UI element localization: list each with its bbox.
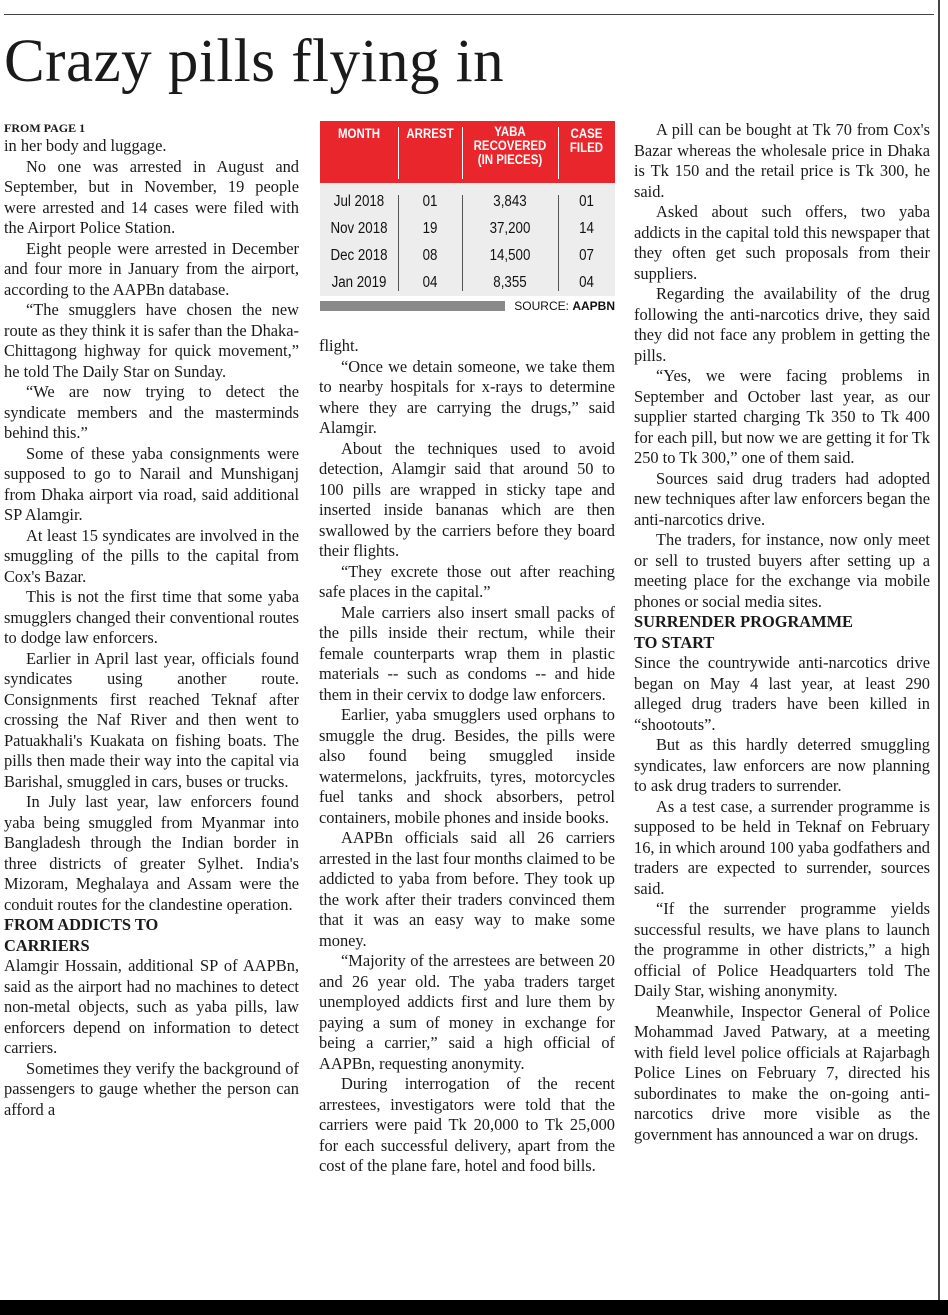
subheading-line: SURRENDER PROGRAMME	[634, 612, 853, 631]
paragraph: Sometimes they verify the background of passengers to gauge whether the person can afford a	[4, 1058, 299, 1119]
paragraph: No one was arrested in August and September, but in November, 19 people were arrested and 14 cases were filed with the Airport Police Station.	[4, 156, 299, 237]
paragraph: Alamgir Hossain, additional SP of AAPBn, said as the airport had no machines to detect non-metal objects, such as yaba pills, law enforcers depend on information to detect carriers.	[4, 956, 299, 1057]
cell-case: 01	[579, 193, 594, 210]
paragraph: Earlier, yaba smugglers used orphans to smuggle the drug. Besides, the pills were also found being smuggled inside watermelons, jackfruits, tyres, motorcycles fuel tanks and shock absorbers, petrol containers, mobile phones and inside books.	[319, 705, 615, 827]
top-rule	[4, 14, 934, 15]
table-row	[320, 243, 615, 269]
table-header	[320, 121, 615, 183]
paragraph: “Majority of the arrestees are between 20 and 26 year old. The yaba traders target unemployed addicts first and lure them by paying a sum of money in exchange for being a carrier,” said a high official of AAPBn, requesting anonymity.	[319, 951, 615, 1073]
cell-month: Nov 2018	[330, 220, 388, 237]
header-line: CASE	[570, 126, 603, 141]
headline: Crazy pills flying in	[4, 28, 505, 95]
kicker-from-page: FROM PAGE 1	[4, 121, 86, 135]
bottom-bar	[0, 1300, 948, 1315]
header-divider	[462, 127, 463, 179]
paragraph: Since the countrywide anti-narcotics drive began on May 4 last year, at least 290 alleged drug traders have been killed in “shootouts”.	[634, 653, 930, 734]
table-row	[320, 270, 615, 296]
body-divider	[462, 195, 463, 291]
cell-case: 04	[579, 274, 594, 291]
cell-month: Jul 2018	[333, 193, 385, 210]
paragraph: “Once we detain someone, we take them to nearby hospitals for x-rays to determine where they are carrying the drugs,” said Alamgir.	[319, 356, 615, 437]
paragraph: Eight people were arrested in December and four more in January from the airport, according to the AAPBn database.	[4, 238, 299, 299]
column-1	[4, 120, 299, 1120]
subheading-line: CARRIERS	[4, 935, 90, 955]
paragraph: In July last year, law enforcers found yaba being smuggled from Myanmar into Bangladesh through the Indian border in three districts of greater Sylhet. India's Mizoram, Meghalaya and Assam were the conduit routes for the clandestine operation.	[4, 792, 299, 914]
cell-yaba: 14,500	[489, 247, 531, 264]
right-rule	[938, 0, 940, 1300]
paragraph: Sources said drug traders had adopted new techniques after law enforcers began the anti-narcotics drive.	[634, 468, 930, 529]
subheading-line: TO START	[634, 632, 715, 652]
paragraph: This is not the first time that some yaba smugglers changed their conventional routes to dodge law enforcers.	[4, 587, 299, 647]
header-arrest: ARREST	[406, 126, 454, 141]
paragraph: At least 15 syndicates are involved in the smuggling of the pills to the capital from Cox's Bazar.	[4, 525, 299, 586]
paragraph: About the techniques used to avoid detection, Alamgir said that around 50 to 100 pills are wrapped in sticky tape and inserted inside bananas which are then swallowed by the carriers before they board their flights.	[319, 438, 615, 560]
arrest-data-table	[320, 121, 615, 316]
column-3	[634, 120, 930, 1145]
cell-arrest: 01	[422, 193, 438, 210]
paragraph: Asked about such offers, two yaba addicts in the capital told this newspaper that they often get such proposals from their suppliers.	[634, 202, 930, 283]
cell-yaba: 8,355	[493, 274, 527, 291]
paragraph: A pill can be bought at Tk 70 from Cox's Bazar whereas the wholesale price in Dhaka is Tk 150 and the retail price is Tk 300, he said.	[634, 120, 930, 201]
paragraph: The traders, for instance, now only meet or sell to trusted buyers after setting up a meeting place for the exchange via mobile phones or social media sites.	[634, 530, 930, 611]
paragraph: AAPBn officials said all 26 carriers arrested in the last four months claimed to be addicted to yaba from before. They took up the work after their traders convinced them that it was an easy way to make some money.	[319, 828, 615, 950]
paragraph: “If the surrender programme yields successful results, we have plans to launch the programme in other districts,” a high official of Police Headquarters told The Daily Star, wishing anonymity.	[634, 899, 930, 1000]
cell-arrest: 08	[422, 247, 438, 264]
source-label: SOURCE:	[514, 299, 569, 313]
subheading-surrender	[634, 612, 930, 653]
paragraph: “We are now trying to detect the syndicate members and the masterminds behind this.”	[4, 382, 299, 442]
paragraph: During interrogation of the recent arrestees, investigators were told that the carriers were paid Tk 20,000 to Tk 25,000 for each successful delivery, apart from the cost of the plane fare, hotel and food bills.	[319, 1074, 615, 1175]
cell-case: 14	[579, 220, 594, 237]
paragraph: Regarding the availability of the drug following the anti-narcotics drive, they said they did not face any problem in getting the pills.	[634, 284, 930, 365]
header-line: FILED	[569, 140, 604, 155]
paragraph: “They excrete those out after reaching safe places in the capital.”	[319, 561, 615, 601]
header-line: RECOVERED	[473, 138, 547, 153]
cell-yaba: 37,200	[489, 220, 531, 237]
paragraph: Some of these yaba consignments were supposed to go to Narail and Munshiganj from Dhaka airport via road, said additional SP Alamgir.	[4, 443, 299, 524]
table-body	[320, 183, 615, 296]
source-bar	[320, 301, 505, 311]
cell-month: Jan 2019	[331, 274, 387, 291]
table-row	[320, 216, 615, 242]
cell-case: 07	[579, 247, 594, 264]
column-2	[319, 336, 615, 1177]
header-month: MONTH	[337, 126, 381, 141]
cell-month: Dec 2018	[330, 247, 388, 264]
header-yaba	[469, 125, 551, 167]
subheading-line: FROM ADDICTS TO	[4, 915, 159, 934]
header-divider	[398, 127, 399, 179]
paragraph: “The smugglers have chosen the new route as they think it is safer than the Dhaka-Chittagong highway for quick movement,” he told The Daily Star on Sunday.	[4, 300, 299, 381]
paragraph: in her body and luggage.	[4, 136, 167, 155]
body-divider	[398, 195, 399, 291]
table-source	[320, 297, 615, 315]
subheading-addicts	[4, 915, 299, 956]
paragraph: As a test case, a surrender programme is supposed to be held in Teknaf on February 16, in which around 100 yaba godfathers and traders are expected to surrender, sources said.	[634, 796, 930, 898]
source-name: AAPBN	[572, 299, 615, 313]
source-text	[514, 297, 615, 315]
paragraph: “Yes, we were facing problems in September and October last year, as our supplier started charging Tk 350 to Tk 400 for each pill, but now we are getting it for Tk 250 to Tk 300,” one of them said.	[634, 366, 931, 467]
cell-arrest: 19	[422, 220, 438, 237]
cell-yaba: 3,843	[493, 193, 527, 210]
paragraph: Male carriers also insert small packs of the pills inside their rectum, while their female counterparts wrap them in plastic materials -- such as condoms -- and hide them in their cervix to dodge law enforcers.	[319, 602, 615, 704]
header-divider	[558, 127, 559, 179]
paragraph: flight.	[319, 336, 359, 355]
paragraph: Meanwhile, Inspector General of Police Mohammad Javed Patwary, at a meeting with field level police officials at Rajarbagh Police Lines on February 7, directed his subordinates to make the on-going anti-narcotics drive more visible as the government has announced a war on drugs.	[634, 1001, 930, 1144]
table-row	[320, 189, 615, 215]
body-divider	[558, 195, 559, 291]
paragraph: Earlier in April last year, officials found syndicates using another route. Consignments first reached Teknaf after crossing the Naf River and then went to Patuakhali's Kuakata on fishing boats. The pills then made their way into the capital via Barishal, smuggled in cars, buses or trucks.	[4, 648, 299, 791]
header-line: (IN PIECES)	[477, 152, 543, 167]
paragraph: But as this hardly deterred smuggling syndicates, law enforcers are now planning to ask drug traders to surrender.	[634, 735, 930, 795]
header-line: YABA	[494, 124, 526, 139]
header-case	[562, 127, 610, 155]
cell-arrest: 04	[422, 274, 438, 291]
